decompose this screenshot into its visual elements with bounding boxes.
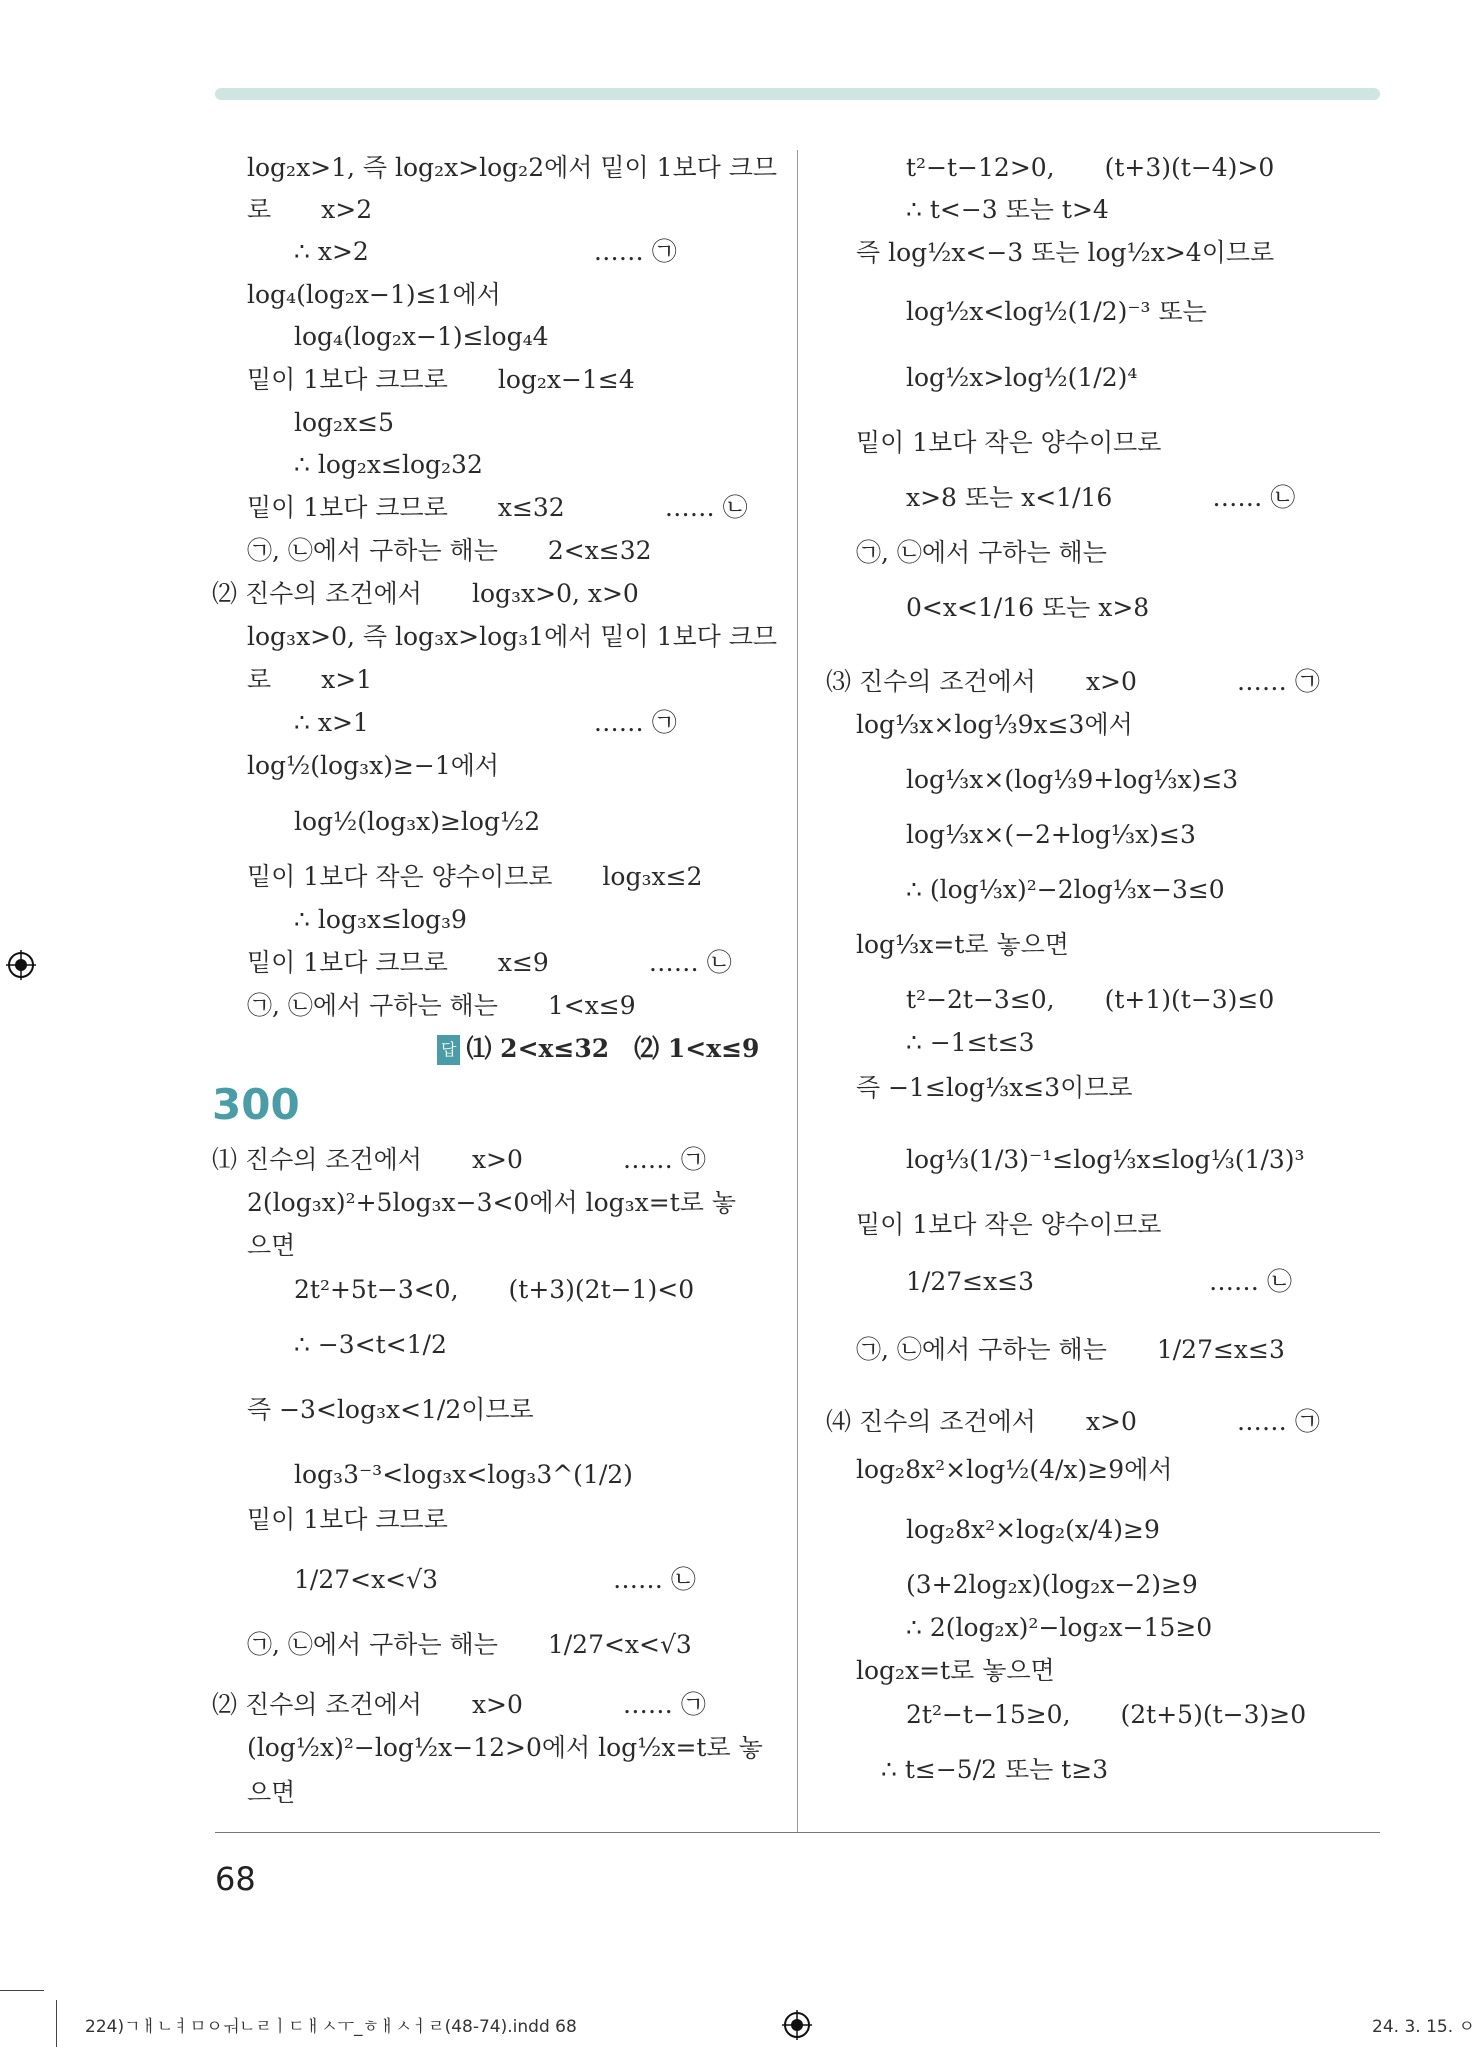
- solution-line: log⅓x=t로 놓으면: [856, 930, 1069, 959]
- solution-line: log⅓x×(−2+log⅓x)≤3: [906, 820, 1196, 849]
- solution-line: 밑이 1보다 작은 양수이므로: [856, 1210, 1162, 1239]
- solution-line: log₄(log₂x−1)≤1에서: [247, 280, 501, 309]
- solution-line: 밑이 1보다 크므로 x≤9 …… ㉡: [247, 948, 732, 977]
- solution-line: ⑵ 진수의 조건에서 log₃x>0, x>0: [212, 579, 639, 608]
- solution-line: (3+2log₂x)(log₂x−2)≥9: [906, 1570, 1198, 1599]
- solution-line: 밑이 1보다 작은 양수이므로 log₃x≤2: [247, 862, 703, 891]
- solution-line: t²−t−12>0, (t+3)(t−4)>0: [906, 153, 1275, 182]
- solution-line: log₂8x²×log₂(x/4)≥9: [906, 1515, 1160, 1544]
- registration-mark-icon: [782, 2010, 812, 2040]
- solution-line: ∴ −3<t<1/2: [294, 1330, 447, 1359]
- solution-line: ⑷ 진수의 조건에서 x>0 …… ㉠: [826, 1407, 1320, 1436]
- problem-number: 300: [212, 1080, 300, 1129]
- solution-line: log⅓(1/3)⁻¹≤log⅓x≤log⅓(1/3)³: [906, 1145, 1305, 1174]
- solution-line: log½x<log½(1/2)⁻³ 또는: [906, 297, 1207, 326]
- solution-line: 밑이 1보다 작은 양수이므로: [856, 428, 1162, 457]
- solution-line: 으면: [247, 1778, 296, 1807]
- solution-line: log₃x>0, 즉 log₃x>log₃1에서 밑이 1보다 크므: [247, 622, 778, 651]
- solution-line: log½(log₃x)≥log½2: [294, 807, 541, 836]
- solution-line: ㉠, ㉡에서 구하는 해는 2<x≤32: [247, 536, 652, 565]
- solution-line: ∴ x>1 …… ㉠: [294, 708, 677, 737]
- header-bar: [215, 88, 1380, 100]
- solution-line: ∴ −1≤t≤3: [906, 1028, 1035, 1057]
- solution-line: 즉 log½x<−3 또는 log½x>4이므로: [856, 238, 1275, 267]
- column-divider: [797, 150, 798, 1832]
- solution-line: x>8 또는 x<1/16 …… ㉡: [906, 483, 1296, 512]
- solution-line: log₄(log₂x−1)≤log₄4: [294, 322, 549, 351]
- solution-line: ㉠, ㉡에서 구하는 해는 1/27<x<√3: [247, 1630, 692, 1659]
- solution-line: ㉠, ㉡에서 구하는 해는 1/27≤x≤3: [856, 1335, 1285, 1364]
- solution-line: ∴ log₂x≤log₂32: [294, 450, 483, 479]
- answer-line: [437, 1034, 759, 1065]
- solution-line: log₂8x²×log½(4/x)≥9에서: [856, 1455, 1173, 1484]
- solution-line: 1/27<x<√3 …… ㉡: [294, 1565, 696, 1594]
- answer-text: ⑴ 2<x≤32 ⑵ 1<x≤9: [466, 1034, 760, 1063]
- solution-line: ∴ x>2 …… ㉠: [294, 237, 677, 266]
- solution-line: 2t²−t−15≥0, (2t+5)(t−3)≥0: [906, 1700, 1307, 1729]
- solution-line: log½(log₃x)≥−1에서: [247, 751, 500, 780]
- solution-line: ⑴ 진수의 조건에서 x>0 …… ㉠: [212, 1145, 706, 1174]
- registration-mark-icon: [6, 950, 36, 980]
- solution-line: 2(log₃x)²+5log₃x−3<0에서 log₃x=t로 놓: [247, 1188, 736, 1217]
- solution-line: 밑이 1보다 크므로 x≤32 …… ㉡: [247, 493, 748, 522]
- solution-line: ⑵ 진수의 조건에서 x>0 …… ㉠: [212, 1690, 706, 1719]
- solution-line: ∴ log₃x≤log₃9: [294, 905, 467, 934]
- solution-line: ㉠, ㉡에서 구하는 해는: [856, 538, 1107, 567]
- footer-rule: [215, 1832, 1380, 1833]
- solution-line: 로 x>1: [247, 665, 373, 694]
- solution-line: ∴ t≤−5/2 또는 t≥3: [881, 1755, 1109, 1784]
- solution-line: log₂x=t로 놓으면: [856, 1656, 1055, 1685]
- solution-line: log₂x≤5: [294, 408, 395, 437]
- solution-line: 0<x<1/16 또는 x>8: [906, 593, 1150, 622]
- solution-line: ⑶ 진수의 조건에서 x>0 …… ㉠: [826, 667, 1320, 696]
- solution-line: (log½x)²−log½x−12>0에서 log½x=t로 놓: [247, 1733, 763, 1762]
- solution-line: log½x>log½(1/2)⁴: [906, 363, 1138, 392]
- solution-line: ∴ 2(log₂x)²−log₂x−15≥0: [906, 1613, 1213, 1642]
- solution-line: 으면: [247, 1231, 296, 1260]
- solution-line: ㉠, ㉡에서 구하는 해는 1<x≤9: [247, 991, 636, 1020]
- solution-line: 즉 −3<log₃x<1/2이므로: [247, 1395, 534, 1424]
- solution-line: log₃3⁻³<log₃x<log₃3^(1/2): [294, 1460, 633, 1489]
- solution-line: 로 x>2: [247, 195, 373, 224]
- solution-line: log₂x>1, 즉 log₂x>log₂2에서 밑이 1보다 크므: [247, 153, 778, 182]
- crop-mark: [0, 1990, 44, 1991]
- solution-line: 밑이 1보다 크므로 log₂x−1≤4: [247, 365, 635, 394]
- solution-line: 밑이 1보다 크므로: [247, 1505, 448, 1534]
- footer-filename: 224)ㄱㅐㄴㅕㅁㅇㅝㄴㄹㅣㄷㅐㅅㅜ_ㅎㅐㅅㅓㄹ(48-74).indd 68: [85, 2017, 577, 2037]
- solution-line: ∴ t<−3 또는 t>4: [906, 195, 1109, 224]
- solution-line: log⅓x×log⅓9x≤3에서: [856, 710, 1133, 739]
- solution-line: 1/27≤x≤3 …… ㉡: [906, 1267, 1292, 1296]
- page-number: 68: [215, 1860, 256, 1898]
- crop-mark: [56, 2000, 57, 2047]
- solution-line: 즉 −1≤log⅓x≤3이므로: [856, 1073, 1133, 1102]
- solution-line: 2t²+5t−3<0, (t+3)(2t−1)<0: [294, 1275, 695, 1304]
- solution-line: log⅓x×(log⅓9+log⅓x)≤3: [906, 765, 1239, 794]
- answer-badge: 답: [437, 1035, 460, 1065]
- footer-date: 24. 3. 15. ㅇ: [1372, 2017, 1475, 2037]
- solution-line: ∴ (log⅓x)²−2log⅓x−3≤0: [906, 875, 1225, 904]
- solution-line: t²−2t−3≤0, (t+1)(t−3)≤0: [906, 985, 1275, 1014]
